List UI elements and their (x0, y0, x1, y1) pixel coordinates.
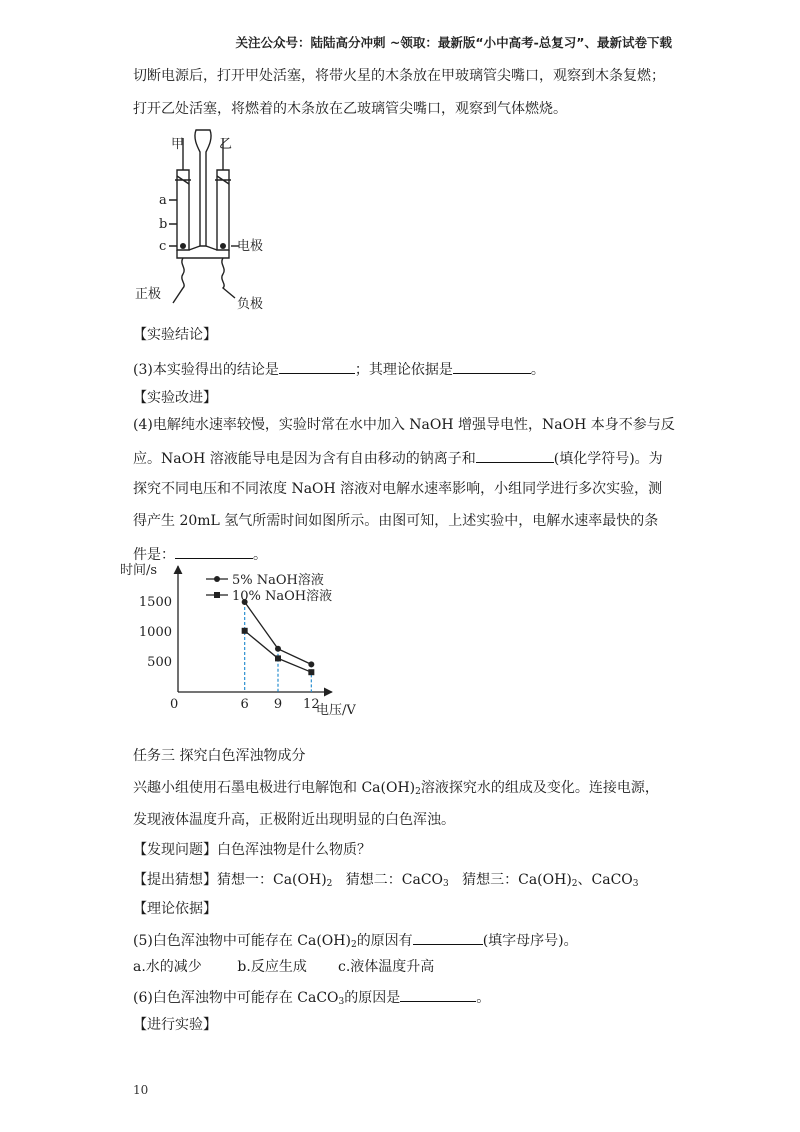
q3-text-b: ；其理论依据是 (354, 362, 453, 378)
discover-question: 【发现问题】白色浑浊物是什么物质？ (133, 842, 371, 858)
experiment-heading: 【进行实验】 (133, 1017, 217, 1033)
label-c: c (159, 239, 167, 254)
data-point (308, 661, 314, 667)
theory-heading: 【理论依据】 (133, 901, 217, 917)
legend-label: 5% NaOH溶液 (232, 573, 324, 588)
q5-blank[interactable] (413, 929, 483, 945)
q6-end: 。 (476, 990, 491, 1006)
q4-text-c: 件是： (133, 547, 175, 563)
guess-1-sub: 2 (326, 879, 333, 889)
improvement-heading: 【实验改进】 (133, 390, 217, 406)
task3-paragraph-1 (133, 778, 659, 798)
question-5 (133, 929, 578, 951)
guess-2: 猜想二：CaCO (345, 872, 444, 888)
question-6 (133, 986, 490, 1008)
q5-text-b: 的原因有 (356, 933, 413, 949)
legend-marker (214, 592, 220, 598)
q4-line-4: 得产生 20mL 氢气所需时间如图所示。由图可知，上述实验中，电解水速率最快的条 (133, 513, 659, 529)
q6-text-b: 的原因是 (344, 990, 401, 1006)
q5-text-a: (5)白色浑浊物中可能存在 Ca(OH) (133, 933, 351, 949)
reservoir-funnel (195, 130, 211, 246)
q4-end: 。 (253, 547, 267, 563)
q6-blank[interactable] (400, 986, 476, 1002)
guess-1: 【提出猜想】猜想一：Ca(OH) (133, 872, 327, 888)
q6-text-a: (6)白色浑浊物中可能存在 CaCO (133, 990, 339, 1006)
x-axis-label: 电压/V (316, 703, 356, 718)
electrode-negative-dot (220, 243, 226, 249)
p1-text-b: 溶液探究水的组成及变化。连接电源， (420, 780, 659, 796)
guess-2-sub: 3 (443, 879, 449, 889)
label-a: a (159, 193, 167, 208)
y-tick-label: 1000 (138, 625, 172, 640)
legend-label: 10% NaOH溶液 (232, 589, 333, 604)
data-point (308, 669, 314, 675)
q4-line-1: (4)电解纯水速率较慢，实验时常在水中加入 NaOH 增强导电性，NaOH 本身不参与反 (133, 417, 675, 433)
task3-title: 任务三 探究白色浑浊物成分 (133, 748, 306, 764)
y-tick-label: 500 (147, 655, 172, 670)
guess-3b: 、CaCO (577, 872, 633, 888)
q5-options (133, 957, 434, 977)
guess-3-sub: 2 (571, 879, 578, 889)
page-number: 10 (133, 1083, 149, 1097)
option-a: a.水的减少 (133, 959, 202, 975)
q3-end: 。 (530, 362, 545, 378)
task3-paragraph-2: 发现液体温度升高，正极附近出现明显的白色浑浊。 (133, 812, 455, 828)
positive-wire (173, 258, 184, 303)
intro-line-2: 打开乙处活塞，将燃着的木条放在乙玻璃管尖嘴口，观察到气体燃烧。 (133, 101, 567, 117)
bottom-connector (177, 250, 229, 258)
p1-sub: 2 (415, 787, 421, 797)
q4-line-2 (133, 447, 663, 469)
option-c: c.液体温度升高 (337, 959, 435, 975)
voltage-time-chart (110, 560, 370, 720)
intro-line-1: 切断电源后，打开甲处活塞，将带火星的木条放在甲玻璃管尖嘴口，观察到木条复燃； (133, 68, 665, 84)
legend-marker (214, 576, 220, 582)
electrolysis-apparatus-diagram (133, 128, 283, 313)
data-point (275, 646, 281, 652)
q4-blank-2[interactable] (175, 543, 253, 559)
electrode-positive-dot (180, 243, 186, 249)
data-point (275, 655, 281, 661)
question-3 (133, 358, 545, 380)
negative-wire (222, 258, 235, 298)
data-point (242, 628, 248, 634)
q3-blank-2[interactable] (453, 358, 531, 374)
x-tick-label: 6 (240, 697, 249, 712)
q3-text-a: (3)本实验得出的结论是 (133, 362, 279, 378)
y-axis-label: 时间/s (120, 563, 158, 578)
label-b: b (159, 217, 168, 232)
option-b: b.反应生成 (237, 959, 307, 975)
q4-text-a: 应。NaOH 溶液能导电是因为含有自由移动的钠离子和 (133, 451, 476, 467)
q6-sub: 3 (338, 997, 345, 1007)
q3-blank-1[interactable] (279, 358, 355, 374)
label-positive: 正极 (135, 287, 162, 302)
label-jia: 甲 (171, 137, 185, 152)
p1-text-a: 兴趣小组使用石墨电极进行电解饱和 Ca(OH) (133, 780, 416, 796)
q4-text-b: (填化学符号)。为 (553, 451, 663, 467)
y-tick-label: 1500 (138, 595, 172, 610)
q5-sub: 2 (350, 940, 357, 950)
label-negative: 负极 (237, 297, 264, 312)
guess-3: 猜想三：Ca(OH) (462, 872, 572, 888)
page-header: 关注公众号：陆陆高分冲刺 ~领取：最新版“小中高考-总复习”、最新试卷下载 (235, 35, 672, 50)
label-yi: 乙 (219, 137, 233, 152)
q4-line-3: 探究不同电压和不同浓度 NaOH 溶液对电解水速率影响，小组同学进行多次实验，测 (133, 481, 663, 497)
x-tick-label: 12 (303, 697, 320, 712)
hypotheses (133, 870, 639, 890)
q4-blank-1[interactable] (476, 447, 554, 463)
conclusion-heading: 【实验结论】 (133, 327, 217, 343)
origin-label: 0 (170, 697, 179, 712)
q5-text-c: (填字母序号)。 (482, 933, 578, 949)
x-tick-label: 9 (273, 697, 283, 712)
guess-3b-sub: 3 (632, 879, 639, 889)
label-electrode: 电极 (237, 239, 264, 254)
